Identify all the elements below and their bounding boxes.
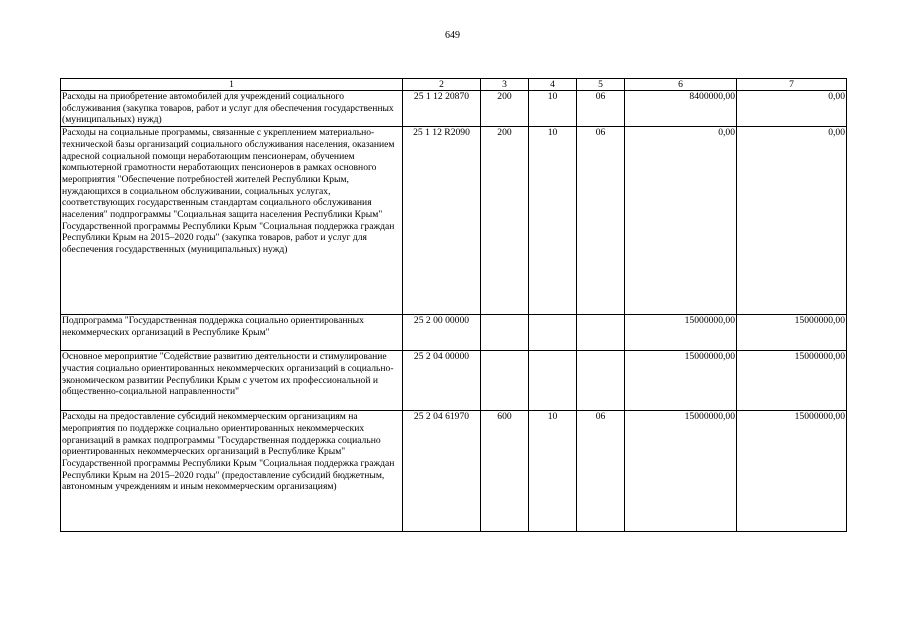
row-col-7: 0,00 xyxy=(737,127,847,315)
table-row xyxy=(61,411,847,532)
column-header-5: 5 xyxy=(577,79,625,91)
column-header-2: 2 xyxy=(403,79,481,91)
table-row xyxy=(61,315,847,351)
row-col-5: 06 xyxy=(577,127,625,315)
row-name: Основное мероприятие "Содействие развитию деятельности и стимулирование участия социально ориентированных некоммерческих организаций в социально-экономическом развитии Республики Крым с учетом их профессиональной и общественно-социальной направленности" xyxy=(61,351,403,411)
column-header-1: 1 xyxy=(61,79,403,91)
row-col-6: 0,00 xyxy=(625,127,737,315)
row-col-4: 10 xyxy=(529,91,577,127)
column-header-6: 6 xyxy=(625,79,737,91)
row-col-6: 15000000,00 xyxy=(625,411,737,532)
row-col-4: 10 xyxy=(529,411,577,532)
column-header-3: 3 xyxy=(481,79,529,91)
row-name: Расходы на приобретение автомобилей для учреждений социального обслуживания (закупка товаров, работ и услуг для обеспечения государственных (муниципальных) нужд) xyxy=(61,91,403,127)
row-col-5 xyxy=(577,315,625,351)
row-code: 25 1 12 20870 xyxy=(403,91,481,127)
row-col-4 xyxy=(529,315,577,351)
table-row xyxy=(61,351,847,411)
row-col-6: 15000000,00 xyxy=(625,351,737,411)
row-col-3 xyxy=(481,315,529,351)
row-col-7: 15000000,00 xyxy=(737,351,847,411)
row-name: Расходы на предоставление субсидий некоммерческим организациям на мероприятия по поддержке социально ориентированных некоммерческих организаций в рамках подпрограммы "Государственная поддержка социально ориентированных некоммерческих организаций в Республике Крым" Государственной программы Республики Крым "Социальная поддержка граждан Республики Крым на 2015–2020 годы" (предоставление субсидий бюджетным, автономным учреждениям и иным некоммерческим организациям) xyxy=(61,411,403,532)
row-col-3: 200 xyxy=(481,91,529,127)
row-col-4 xyxy=(529,351,577,411)
row-col-3: 600 xyxy=(481,411,529,532)
column-header-7: 7 xyxy=(737,79,847,91)
row-name: Расходы на социальные программы, связанные с укреплением материально-технической базы организаций социального обслуживания населения, оказанием адресной социальной помощи неработающим пенсионерам, обучением компьютерной грамотности неработающих пенсионеров в рамках основного мероприятия "Обеспечение потребностей жителей Республики Крым, нуждающихся в социальном обслуживании, социальных услугах, соответствующих государственным стандартам социального обслуживания населения" подпрограммы "Социальная защита населения Республики Крым" Государственной программы Республики Крым "Социальная поддержка граждан Республики Крым на 2015–2020 годы" (закупка товаров, работ и услуг для обеспечения государственных (муниципальных) нужд) xyxy=(61,127,403,315)
table-header-row xyxy=(61,79,847,91)
row-col-3: 200 xyxy=(481,127,529,315)
row-col-7: 0,00 xyxy=(737,91,847,127)
row-col-6: 15000000,00 xyxy=(625,315,737,351)
row-code: 25 1 12 R2090 xyxy=(403,127,481,315)
row-col-6: 8400000,00 xyxy=(625,91,737,127)
budget-table xyxy=(60,78,847,532)
row-col-4: 10 xyxy=(529,127,577,315)
column-header-4: 4 xyxy=(529,79,577,91)
row-col-7: 15000000,00 xyxy=(737,315,847,351)
row-col-7: 15000000,00 xyxy=(737,411,847,532)
row-code: 25 2 00 00000 xyxy=(403,315,481,351)
table-row xyxy=(61,127,847,315)
row-col-5: 06 xyxy=(577,411,625,532)
row-code: 25 2 04 61970 xyxy=(403,411,481,532)
page-number: 649 xyxy=(445,30,460,41)
row-col-5: 06 xyxy=(577,91,625,127)
table-row xyxy=(61,91,847,127)
row-code: 25 2 04 00000 xyxy=(403,351,481,411)
row-name: Подпрограмма "Государственная поддержка социально ориентированных некоммерческих организаций в Республике Крым" xyxy=(61,315,403,351)
row-col-5 xyxy=(577,351,625,411)
row-col-3 xyxy=(481,351,529,411)
